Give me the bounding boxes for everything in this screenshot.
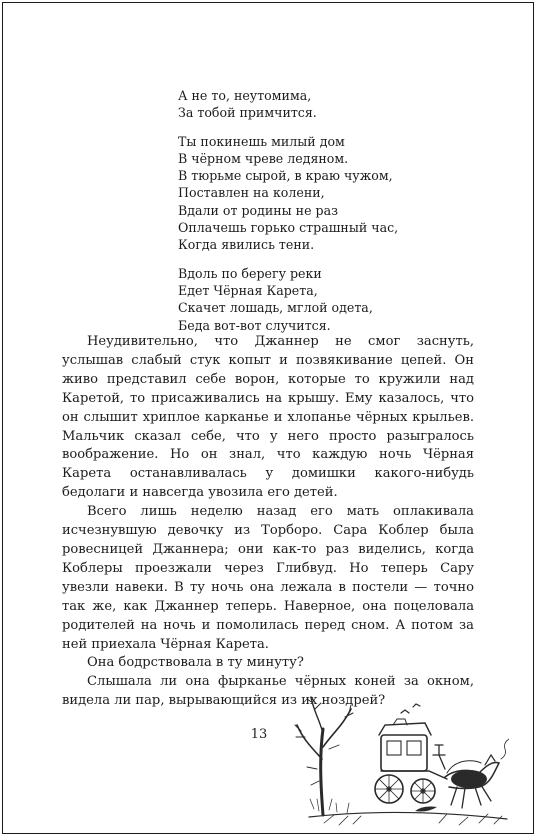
paragraph: Она бодрствовала в ту минуту? bbox=[87, 655, 304, 671]
poem-stanza bbox=[178, 87, 438, 122]
poem-line: Когда явились тени. bbox=[178, 237, 315, 253]
poem-line: Поставлен на колени, bbox=[178, 185, 325, 201]
poem-line: Беда вот-вот случится. bbox=[178, 317, 331, 333]
poem-line: В чёрном чреве ледяном. bbox=[178, 150, 349, 166]
prose-body bbox=[62, 333, 474, 711]
black-carriage-illustration bbox=[289, 689, 509, 829]
poem-line: Вдоль по берегу реки bbox=[178, 265, 322, 281]
poem bbox=[178, 87, 438, 345]
page-number: 13 bbox=[250, 727, 268, 742]
poem-line: Вдали от родины не раз bbox=[178, 202, 338, 218]
paragraph: Слышала ли она фырканье чёрных коней за окном, видела ли пар, вырывающийся из их ноздрей? bbox=[62, 674, 474, 709]
poem-line: Едет Чёрная Карета, bbox=[178, 282, 318, 298]
poem-line: Ты покинешь милый дом bbox=[178, 133, 345, 149]
poem-stanza bbox=[178, 133, 438, 254]
poem-line: За тобой примчится. bbox=[178, 105, 317, 121]
book-page bbox=[2, 2, 534, 834]
paragraph: Всего лишь неделю назад его мать оплакивала исчезнувшую девочку из Торборо. Сара Коблер была ровесницей Джаннера; они как-то раз виделись, когда Коблеры проезжали через Глибвуд. Но теперь Сару увезли навеки. В ту ночь она лежала в постели — точно так же, как Джаннер теперь. Наверное, она поцеловала родителей на ночь и помолилась перед сном. А потом за ней приехала Чёрная Карета. bbox=[62, 504, 474, 652]
paragraph: Неудивительно, что Джаннер не смог заснуть, услышав слабый стук копыт и позвякивание цепей. Он живо представил себе ворон, которые то кружили над Каретой, то присаживались на крышу. Ему казалось, что он слышит хриплое карканье и хлопанье чёрных крыльев. Мальчик сказал себе, что у него просто разыгралось воображение. Но он знал, что каждую ночь Чёрная Карета останавливалась у домишки какого-нибудь бедолаги и навсегда увозила его детей. bbox=[62, 334, 474, 501]
poem-stanza bbox=[178, 265, 438, 334]
poem-line: А не то, неутомима, bbox=[178, 88, 312, 103]
poem-line: Оплачешь горько страшный час, bbox=[178, 220, 399, 236]
poem-line: Скачет лошадь, мглой одета, bbox=[178, 300, 373, 316]
poem-line: В тюрьме сырой, в краю чужом, bbox=[178, 168, 393, 184]
